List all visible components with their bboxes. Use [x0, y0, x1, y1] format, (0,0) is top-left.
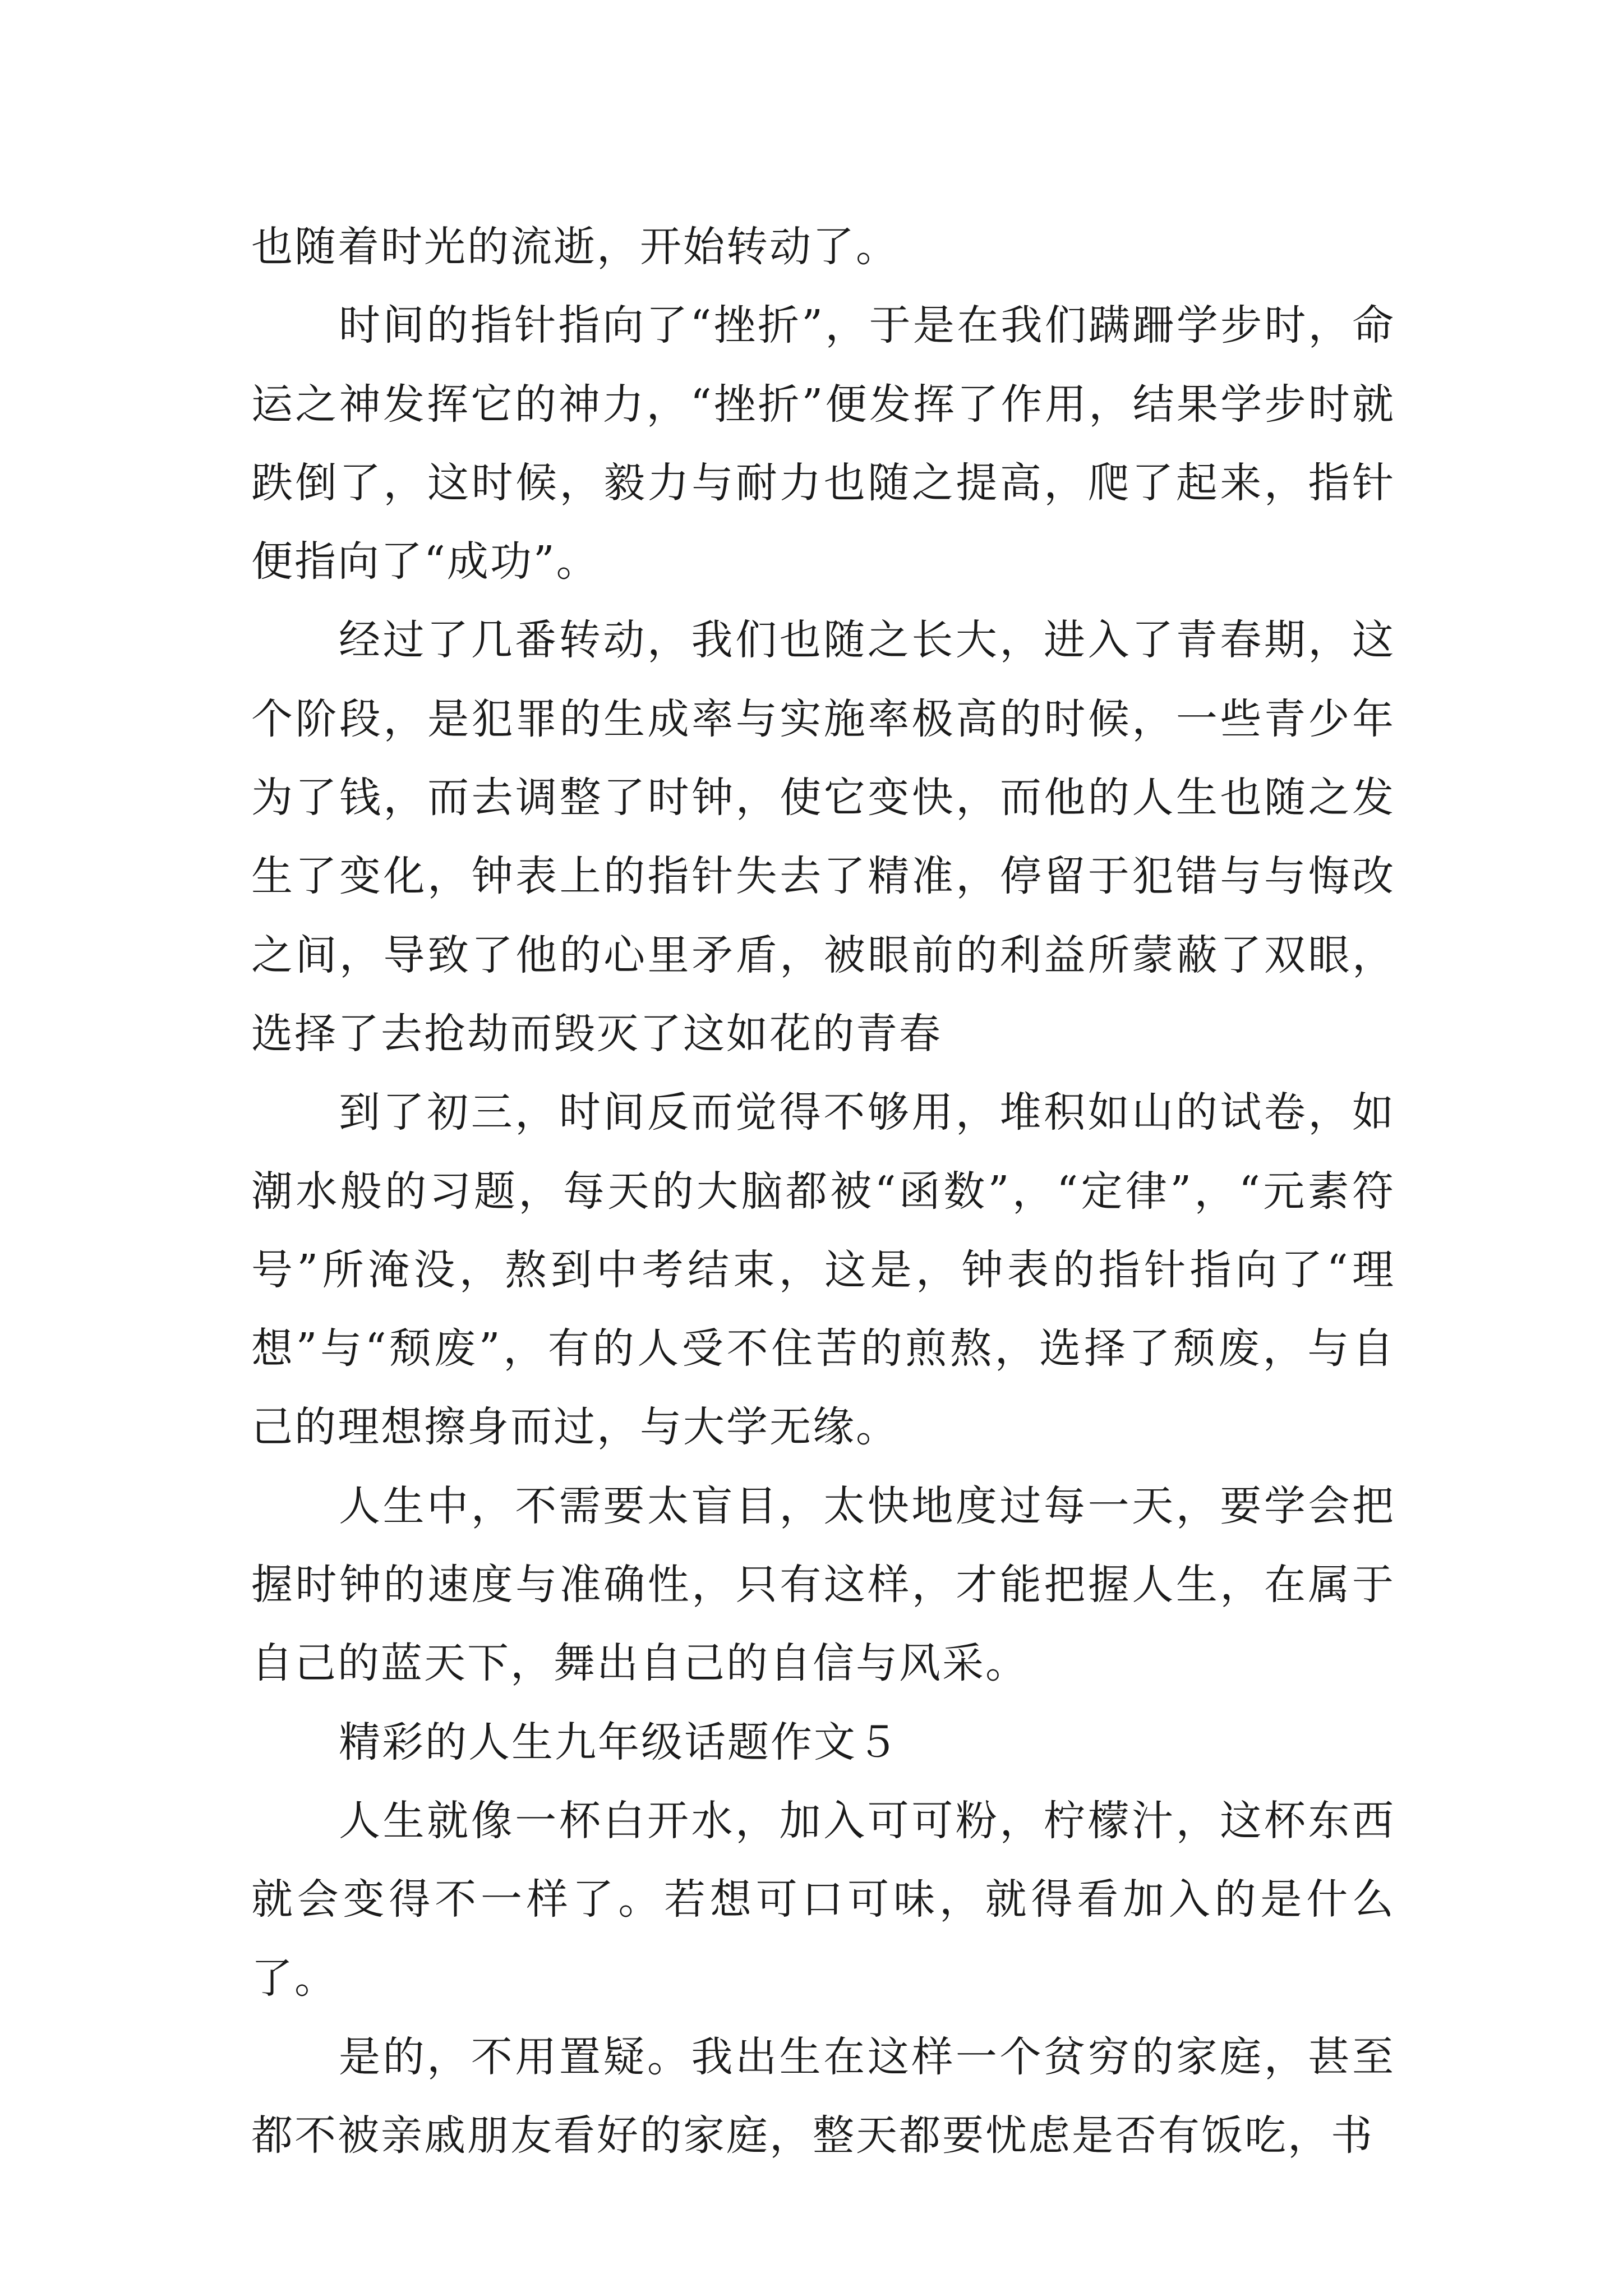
paragraph-4: 到了初三，时间反而觉得不够用，堆积如山的试卷，如潮水般的习题，每天的大脑都被“函数”，“定律”，“元素符号”所淹没，熬到中考结束，这是，钟表的指针指向了“理想”与“颓废”，有的人受不住苦的煎熬，选择了颓废，与自己的理想擦身而过，与大学无缘。	[251, 1088, 1395, 1452]
paragraph-6: 人生就像一杯白开水，加入可可粉，柠檬汁，这杯东西就会变得不一样了。若想可口可味，就得看加入的是什么了。	[251, 1796, 1395, 2003]
document-body	[251, 208, 1395, 2175]
section-heading: 精彩的人生九年级话题作文５	[339, 1718, 900, 1766]
paragraph-1: 也随着时光的流逝，开始转动了。	[251, 223, 899, 271]
paragraph-3: 经过了几番转动，我们也随之长大，进入了青春期，这个阶段，是犯罪的生成率与实施率极高的时候，一些青少年为了钱，而去调整了时钟，使它变快，而他的人生也随之发生了变化，钟表上的指针失去了精准，停留于犯错与与悔改之间，导致了他的心里矛盾，被眼前的利益所蒙蔽了双眼，选择了去抢劫而毁灭了这如花的青春	[251, 616, 1395, 1058]
paragraph-2: 时间的指针指向了“挫折”，于是在我们蹒跚学步时，命运之神发挥它的神力，“挫折”便发挥了作用，结果学步时就跌倒了，这时候，毅力与耐力也随之提高，爬了起来，指针便指向了“成功”。	[251, 301, 1395, 586]
paragraph-5: 人生中，不需要太盲目，太快地度过每一天，要学会把握时钟的速度与准确性，只有这样，才能把握人生，在属于自己的蓝天下，舞出自己的自信与风采。	[251, 1481, 1395, 1688]
paragraph-7: 是的，不用置疑。我出生在这样一个贫穷的家庭，甚至都不被亲戚朋友看好的家庭，整天都要忧虑是否有饭吃，书	[251, 2032, 1395, 2160]
